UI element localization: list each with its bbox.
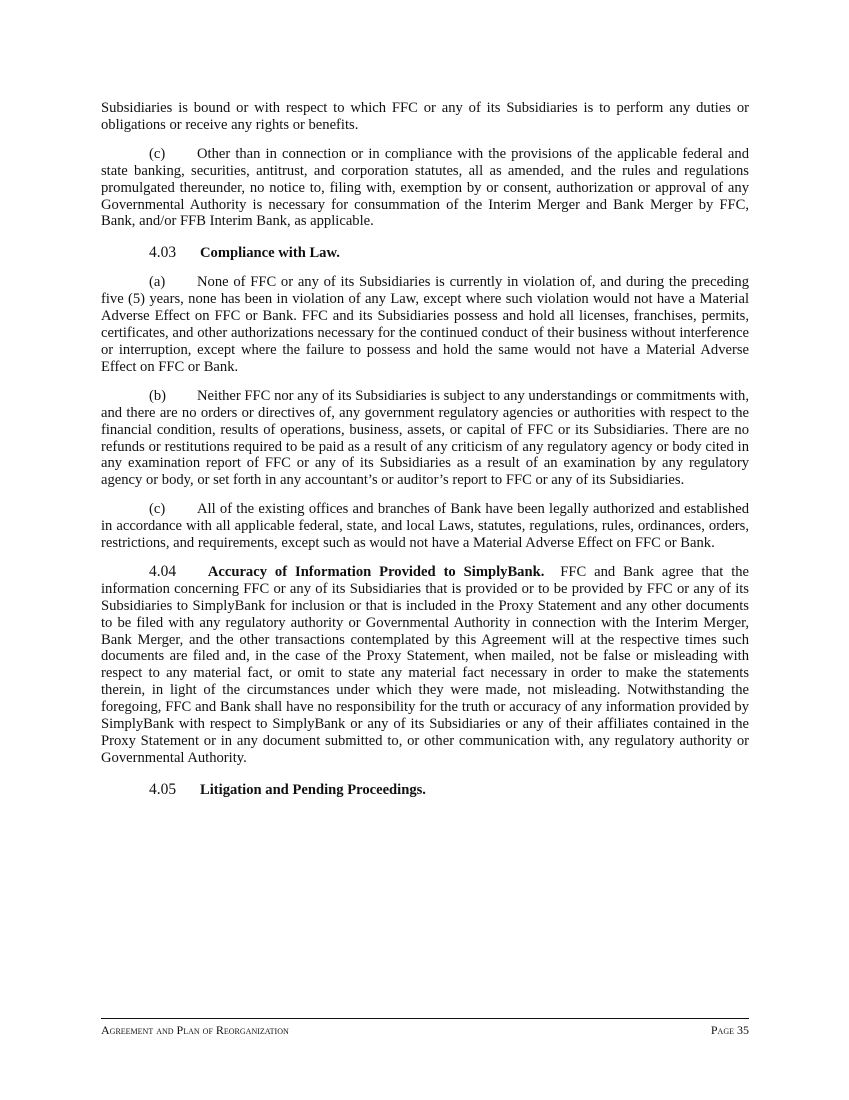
- footer-document-title: Agreement and Plan of Reorganization: [101, 1023, 289, 1037]
- section-number: 4.04: [149, 562, 177, 580]
- paragraph-text: Neither FFC nor any of its Subsidiaries is subject to any understandings or commitments with, and there are no orders or directives of, any government regulatory agencies or authorities with respect to the financial condition, results of operations, business, assets, or capital of FFC or its Subsidiaries. There are no refunds or restitutions required to be paid as a result of any criticism of any regulatory agency or body cited in any examination report of FFC or any of its Subsidiaries as a result of an examination by any regulatory agency or body, or set forth in any accountant’s or auditor’s report to FFC or any of its Subsidiaries.: [101, 387, 749, 489]
- section-heading-4-03: [101, 244, 749, 262]
- item-label: (c): [149, 501, 166, 518]
- paragraph-404: [101, 564, 749, 767]
- section-title: Litigation and Pending Proceedings.: [200, 781, 426, 798]
- paragraph-text: FFC and Bank agree that the information concerning FFC or any of its Subsidiaries that is provided or to be provided by FFC or any of its Subsidiaries to SimplyBank for inclusion or that is included in the Proxy Statement and any other documents to be filed with any regulatory authority or Governmental Authority in connection with the Interim Merger, Bank Merger, and the other transactions contemplated by this Agreement will at the respective times such documents are filed and, in the case of the Proxy Statement, when mailed, not be false or misleading with respect to any material fact, or omit to state any material fact necessary in order to make the statements therein, in light of the circumstances under which they were made, not misleading. Notwithstanding the foregoing, FFC and Bank shall have no responsibility for the truth or accuracy of any information provided by SimplyBank with respect to SimplyBank or any of its Subsidiaries or any of their affiliates contained in the Proxy Statement or in any document submitted to, or other communication with, any regulatory authority or Governmental Authority.: [101, 563, 750, 766]
- paragraph-403a: [101, 274, 749, 375]
- item-label: (a): [149, 274, 166, 291]
- section-number: 4.03: [149, 244, 177, 262]
- section-title: Accuracy of Information Provided to SimplyBank.: [207, 563, 545, 580]
- paragraph-text: Other than in connection or in compliance with the provisions of the applicable federal and state banking, securities, antitrust, and corporation statutes, all as amended, and the rules and regulations promulgated thereunder, no notice to, filing with, exemption by or consent, authorization or approval of any Governmental Authority is necessary for consummation of the Interim Merger and Bank Merger by FFC, Bank, and/or FFB Interim Bank, as applicable.: [101, 145, 749, 230]
- paragraph-text: None of FFC or any of its Subsidiaries is currently in violation of, and during the preceding five (5) years, none has been in violation of any Law, except where such violation would not have a Material Adverse Effect on FFC or Bank. FFC and its Subsidiaries possess and hold all licenses, franchises, permits, certificates, and other authorizations necessary for the continued conduct of their business without interference or interruption, except where the failure to possess and hold the same would not have a Material Adverse Effect on FFC or Bank.: [101, 274, 749, 375]
- paragraph-text: All of the existing offices and branches of Bank have been legally authorized and established in accordance with all applicable federal, state, and local Laws, statutes, regulations, rules, ordinances, orders, restrictions, and requirements, except such as would not have a Material Adverse Effect on FFC or Bank.: [101, 501, 749, 552]
- paragraph-continuation: Subsidiaries is bound or with respect to which FFC or any of its Subsidiaries is to perform any duties or obligations or receive any rights or benefits.: [101, 100, 749, 133]
- section-title: Compliance with Law.: [200, 245, 340, 262]
- paragraph-403c: [101, 501, 749, 552]
- paragraph-402c: [101, 146, 749, 231]
- section-heading-4-05: [101, 781, 749, 799]
- page-footer: [101, 1018, 749, 1037]
- footer-page-number: Page 35: [710, 1023, 749, 1037]
- paragraph-403b: [101, 388, 749, 489]
- document-page: [101, 100, 749, 799]
- item-label: (c): [149, 145, 166, 162]
- item-label: (b): [149, 387, 167, 404]
- section-number: 4.05: [149, 780, 177, 798]
